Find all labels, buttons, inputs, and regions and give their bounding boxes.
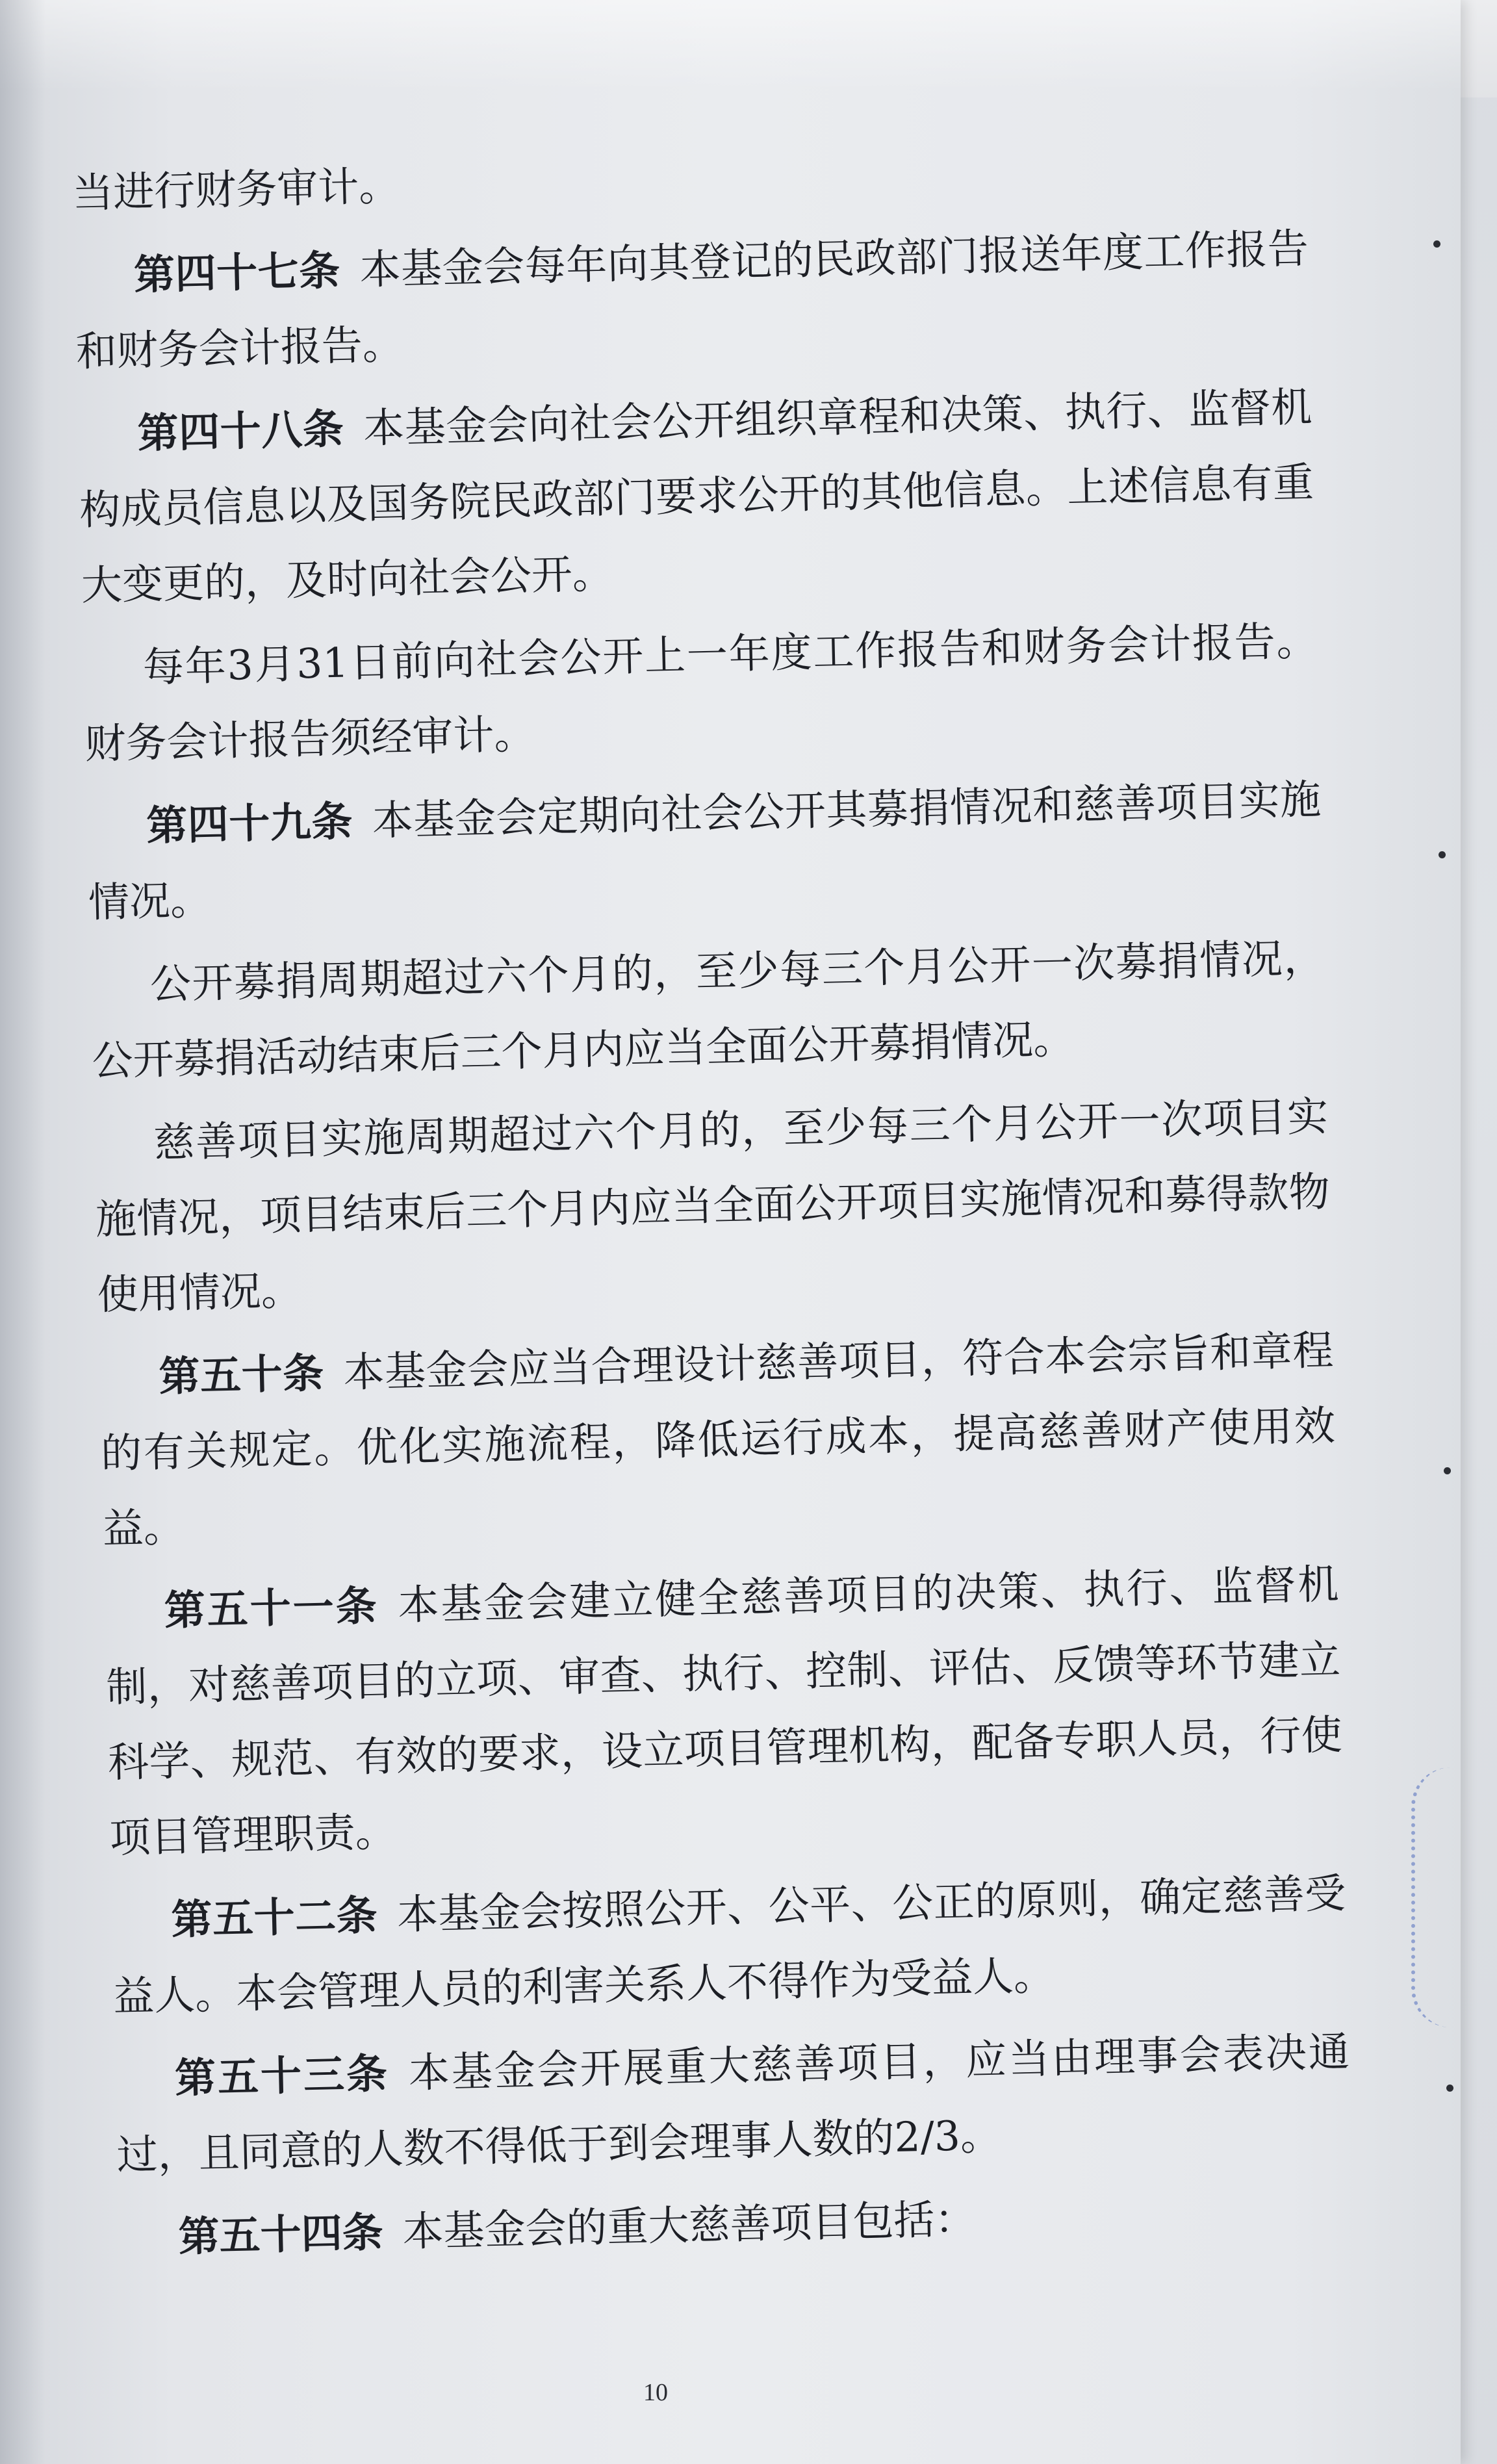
paragraph-5 (90, 921, 1327, 1099)
article-heading: 第五十四条 (177, 2208, 384, 2261)
article-text: 本基金会的重大慈善项目包括： (402, 2195, 977, 2256)
paragraph-6 (93, 1079, 1332, 1333)
document-body (71, 128, 1355, 2313)
page-number: 10 (643, 2379, 668, 2406)
article-51 (104, 1546, 1345, 1876)
article-text: 本基金会每年向其登记的民政部门报送年度工作报告和财务会计报告。 (75, 224, 1309, 376)
article-heading: 第四十九条 (146, 797, 353, 850)
article-heading: 第五十二条 (170, 1892, 378, 1944)
article-heading: 第四十八条 (136, 405, 345, 457)
article-text: 本基金会定期向社会公开其募捐情况和慈善项目实施情况。 (88, 775, 1322, 927)
article-text: 本基金会开展重大慈善项目，应当由理事会表决通过，且同意的人数不得低于到会理事人数的2/3。 (116, 2028, 1350, 2179)
article-text: 本基金会向社会公开组织章程和决策、执行、监督机构成员信息以及国务院民政部门要求公开的其他信息。上述信息有重大变更的，及时向社会公开。 (79, 383, 1314, 610)
paragraph-text: 当进行财务审计。 (71, 162, 401, 217)
page-fold-shadow (0, 0, 45, 2464)
binding-hole-2 (1439, 851, 1446, 858)
binding-hole-1 (1433, 240, 1440, 248)
article-53 (114, 2014, 1352, 2193)
article-heading: 第五十条 (158, 1349, 325, 1401)
article-text: 本基金会应当合理设计慈善项目，符合本会宗旨和章程的有关规定。优化实施流程，降低运行成本，提高慈善财产使用效益。 (100, 1326, 1336, 1553)
article-heading: 第五十三条 (174, 2049, 390, 2103)
binding-hole-4 (1446, 2085, 1453, 2092)
binding-hole-3 (1444, 1467, 1451, 1474)
paragraph-text: 每年3月31日前向社会公开上一年度工作报告和财务会计报告。财务会计报告须经审计。 (84, 617, 1318, 768)
article-heading: 第五十一条 (164, 1582, 379, 1635)
article-text: 本基金会按照公开、公平、公正的原则，确定慈善受益人。本会管理人员的利害关系人不得作为受益人。 (112, 1869, 1347, 2021)
paragraph-text: 慈善项目实施周期超过六个月的，至少每三个月公开一次项目实施情况，项目结束后三个月内应当全面公开项目实施情况和募得款物使用情况。 (95, 1092, 1331, 1319)
article-heading: 第四十七条 (133, 246, 341, 299)
article-48 (77, 370, 1316, 624)
seal-stamp-edge (1411, 1767, 1461, 2027)
article-49 (86, 762, 1324, 941)
paragraph-text: 公开募捐周期超过六个月的，至少每三个月公开一次募捐情况，公开募捐活动结束后三个月内应当全面公开募捐情况。 (91, 934, 1325, 1085)
paragraph-3 (83, 604, 1320, 782)
article-52 (110, 1856, 1348, 2034)
article-text: 本基金会建立健全慈善项目的决策、执行、监督机制，对慈善项目的立项、审查、执行、控制、评估、反馈等环节建立科学、规范、有效的要求，设立项目管理机构，配备专职人员，行使项目管理职责。 (105, 1560, 1343, 1862)
article-47 (73, 211, 1311, 390)
page-highlight (0, 0, 1461, 91)
article-50 (98, 1313, 1337, 1567)
